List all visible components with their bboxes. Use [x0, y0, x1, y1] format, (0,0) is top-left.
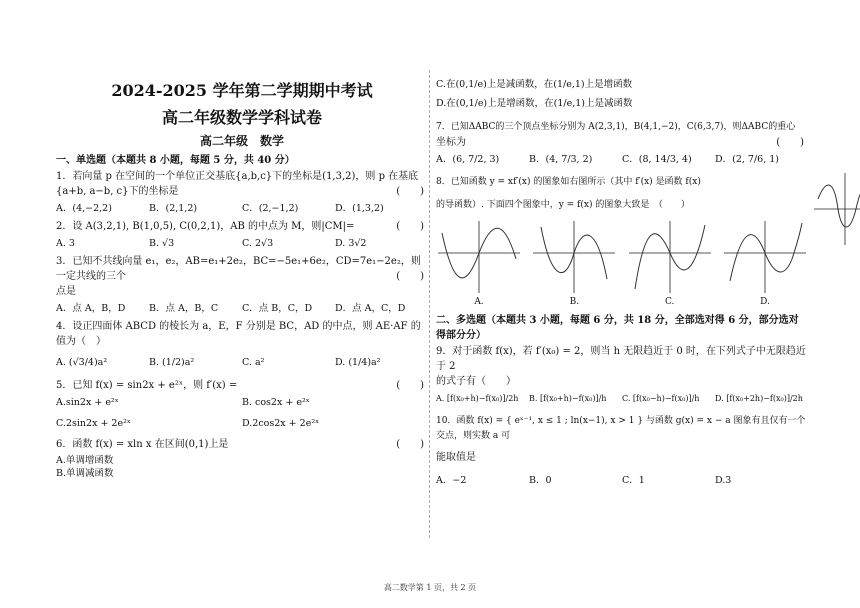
graph-c-label: C.	[664, 297, 675, 307]
question-9	[436, 344, 808, 406]
question-10-stem: 10．函数 f(x) = { eˣ⁻¹, x ≤ 1 ; ln(x−1), x > 1 } 与函数 g(x) = x − a 图象有且仅有一个交点，则实数 a 可	[436, 416, 806, 441]
section-multi-choice: 二、多选题（本题共 3 小题，每题 6 分，共 18 分，全部选对得 6 分，部分选对得部分分）	[436, 315, 799, 341]
graph-option-a	[436, 219, 522, 307]
left-column	[56, 72, 428, 480]
question-10-stem-2: 能取值是	[436, 452, 476, 463]
question-1	[56, 169, 428, 216]
graph-d-label: D.	[760, 297, 770, 307]
option-c: C．1	[622, 475, 645, 486]
grade-subject: 高二年级 数学	[199, 134, 284, 148]
option-b: B．(4, 7/3, 2)	[529, 154, 593, 165]
question-5-options	[56, 395, 428, 431]
option-d: D. [f(x₀+2h)−f(x₀)]/2h	[715, 394, 803, 403]
answer-paren: ( )	[396, 186, 424, 197]
option-a: A. 3	[56, 238, 75, 249]
graph-option-d	[722, 219, 808, 307]
option-b: B. √3	[149, 238, 175, 249]
column-divider	[429, 70, 430, 538]
question-8-stem-2: 的导函数）. 下面四个图象中，y = f(x) 的图象大致是 （ ）	[436, 200, 690, 210]
graph-d-svg	[722, 219, 808, 297]
option-c: C.在(0,1/e)上是减函数，在(1/e,1)上是增函数	[436, 79, 633, 90]
answer-paren: ( )	[776, 137, 804, 148]
question-7-options	[436, 152, 808, 167]
option-a: A．(4,−2,2)	[56, 203, 112, 214]
option-c: C.2sin2x + 2e²ˣ	[56, 418, 131, 429]
graph-b-label: B.	[569, 297, 580, 307]
option-d: D．(2, 7/6, 1)	[715, 154, 779, 165]
option-b: B. [f(x₀+h)−f(x₀)]/h	[529, 394, 607, 403]
question-9-stem-2: 的式子有（ ）	[436, 376, 516, 387]
option-a: A. (√3/4)a²	[56, 357, 108, 368]
page-footer: 高二数学第 1 页，共 2 页	[383, 583, 477, 592]
graph-b-svg	[531, 219, 617, 297]
answer-paren: ( )	[396, 221, 424, 232]
question-6	[56, 437, 428, 480]
option-a: A.单调增函数	[56, 455, 114, 466]
answer-graphs	[436, 219, 808, 307]
option-b: B. cos2x + e²ˣ	[242, 397, 310, 408]
question-3	[56, 254, 428, 316]
option-d: D．(1,3,2)	[335, 203, 384, 214]
option-d: D.3	[715, 475, 732, 486]
option-c: C. 2√3	[242, 238, 274, 249]
question-6-options-cd	[436, 78, 808, 110]
option-b: B.单调减函数	[56, 468, 114, 479]
section-single-choice: 一、单选题（本题共 8 小题，每题 5 分，共 40 分）	[56, 155, 295, 166]
question-2-options	[56, 236, 428, 251]
question-5-stem: 5．已知 f(x) = sin2x + e²ˣ，则 f′(x) =	[56, 380, 238, 391]
option-c: C. [f(x₀−h)−f(x₀)]/h	[622, 394, 700, 403]
question-9-stem: 9．对于函数 f(x)，若 f′(x₀) = 2，则当 h 无限趋近于 0 时，在下列式子中无限趋近于 2	[436, 346, 806, 372]
reference-graph	[812, 169, 860, 247]
question-1-stem: 1．若向量 p 在空间的一个单位正交基底{a,b,c}下的坐标是(1,3,2)，则 p 在基底	[56, 171, 419, 182]
question-3-stem-2: 点是	[56, 286, 76, 297]
option-c: C．(2,−1,2)	[242, 203, 299, 214]
question-9-options	[436, 391, 808, 406]
option-a: A．−2	[436, 475, 467, 486]
question-5	[56, 378, 428, 431]
option-b: B．点 A，B，C	[149, 303, 219, 314]
option-b: B．0	[529, 475, 552, 486]
option-c: C．(8, 14/3, 4)	[622, 154, 692, 165]
graph-option-b	[531, 219, 617, 307]
graph-a-svg	[436, 219, 522, 297]
option-d: D. (1/4)a²	[335, 357, 381, 368]
question-8-stem: 8．已知函数 y = xf′(x) 的图象如右图所示（其中 f′(x) 是函数 f(x)	[436, 177, 701, 187]
option-c: C．点 B，C，D	[242, 303, 313, 314]
answer-paren: ( )	[396, 271, 424, 282]
option-c: C. a²	[242, 357, 265, 368]
option-d: D．点 A，C，D	[335, 303, 406, 314]
question-1-stem-2: {a+b, a−b, c}下的坐标是	[56, 186, 179, 197]
question-6-options-ab	[56, 454, 428, 480]
question-10-options	[436, 473, 808, 488]
question-4-stem: 4．设正四面体 ABCD 的棱长为 a，E，F 分别是 BC，AD 的中点，则 AE·AF 的值为（ ）	[56, 321, 421, 347]
option-a: A. [f(x₀+h)−f(x₀)]/2h	[436, 394, 519, 403]
question-4	[56, 319, 428, 370]
question-2	[56, 219, 428, 251]
answer-paren: ( )	[396, 439, 424, 450]
question-10	[436, 414, 808, 488]
question-3-options	[56, 301, 428, 316]
option-b: B．(2,1,2)	[149, 203, 198, 214]
graph-a-label: A.	[474, 297, 484, 307]
option-b: B. (1/2)a²	[149, 357, 195, 368]
question-6-stem: 6．函数 f(x) = xln x 在区间(0,1)上是	[56, 439, 229, 450]
question-7	[436, 120, 808, 167]
question-2-stem: 2．设 A(3,2,1), B(1,0,5), C(0,2,1)，AB 的中点为 M，则|CM|=	[56, 221, 355, 232]
question-7-stem-2: 坐标为	[436, 137, 466, 148]
graph-option-c	[627, 219, 713, 307]
option-a: A．(6, 7/2, 3)	[436, 154, 500, 165]
exam-title: 2024-2025 学年第二学期期中考试	[111, 81, 373, 100]
option-d: D.2cos2x + 2e²ˣ	[242, 418, 320, 429]
graph-c-svg	[627, 219, 713, 297]
question-1-options	[56, 201, 428, 216]
answer-paren: ( )	[396, 380, 424, 391]
right-column	[436, 76, 808, 488]
question-3-stem: 3．已知不共线向量 e₁，e₂，AB=e₁+2e₂，BC=−5e₁+6e₂，CD=7e₁−2e₂，则一定共线的三个	[56, 256, 421, 282]
question-4-options	[56, 355, 428, 370]
option-a: A．点 A，B，D	[56, 303, 126, 314]
option-d: D. 3√2	[335, 238, 367, 249]
question-8	[436, 175, 808, 213]
option-a: A.sin2x + e²ˣ	[56, 397, 119, 408]
exam-subtitle: 高二年级数学学科试卷	[161, 108, 322, 127]
option-d: D.在(0,1/e)上是增函数，在(1/e,1)上是减函数	[436, 98, 633, 109]
question-7-stem: 7．已知ΔABC的三个顶点坐标分别为 A(2,3,1)，B(4,1,−2)，C(6,3,7)，则ΔABC的重心	[436, 122, 796, 132]
